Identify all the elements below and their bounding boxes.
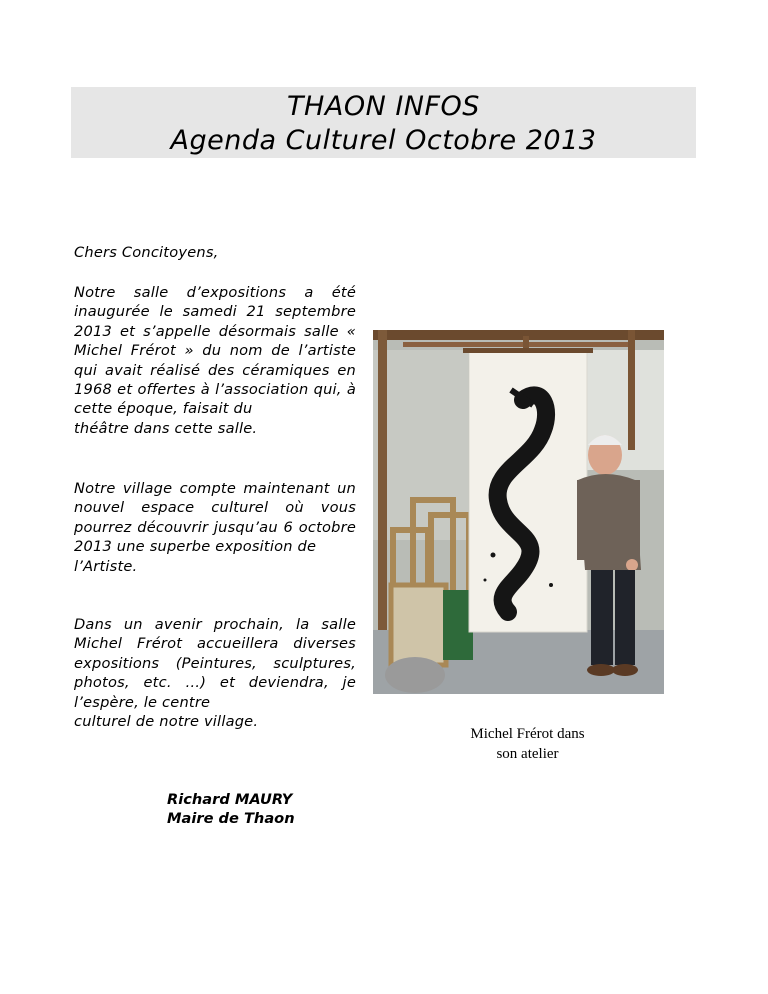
paragraph-2-text: Notre village compte maintenant un nouvel espace culturel où vous pourrez découvrir jusqu’au 6 octobre 2013 une superbe exposition de — [74, 480, 356, 556]
paragraph-3-text: Dans un avenir prochain, la salle Michel Frérot accueillera diverses expositions (Peintures, sculptures, photos, etc. …) et deviendra, je l’espère, le centre — [74, 616, 356, 711]
paragraph-1-end: théâtre dans cette salle. — [74, 419, 258, 437]
atelier-photo-icon — [373, 330, 664, 694]
letter-paragraph-3 — [74, 615, 356, 731]
caption-line-1: Michel Frérot dans — [470, 726, 585, 742]
caption-line-2: son atelier — [496, 746, 559, 762]
letter-greeting: Chers Concitoyens, — [74, 244, 219, 261]
paragraph-1-text: Notre salle d’expositions a été inaugurée le samedi 21 septembre 2013 et s’appelle désormais salle « Michel Frérot » du nom de l’artiste qui avait réalisé des céramiques en 1968 et offertes à l’association qui, à cette époque, faisait du — [74, 284, 356, 418]
signature-block — [167, 790, 295, 829]
paragraph-2-end: l’Artiste. — [74, 557, 138, 575]
paragraph-3-end: culturel de notre village. — [74, 713, 259, 731]
title-banner — [71, 87, 696, 158]
photo-caption — [430, 724, 625, 764]
page-subtitle: Agenda Culturel Octobre 2013 — [170, 125, 597, 156]
letter-paragraph-1 — [74, 283, 356, 438]
letter-paragraph-2 — [74, 479, 356, 576]
artist-photo — [373, 330, 664, 694]
page-title: THAON INFOS — [287, 91, 480, 122]
signature-name: Richard MAURY — [167, 791, 293, 808]
signature-role: Maire de Thaon — [167, 810, 295, 828]
